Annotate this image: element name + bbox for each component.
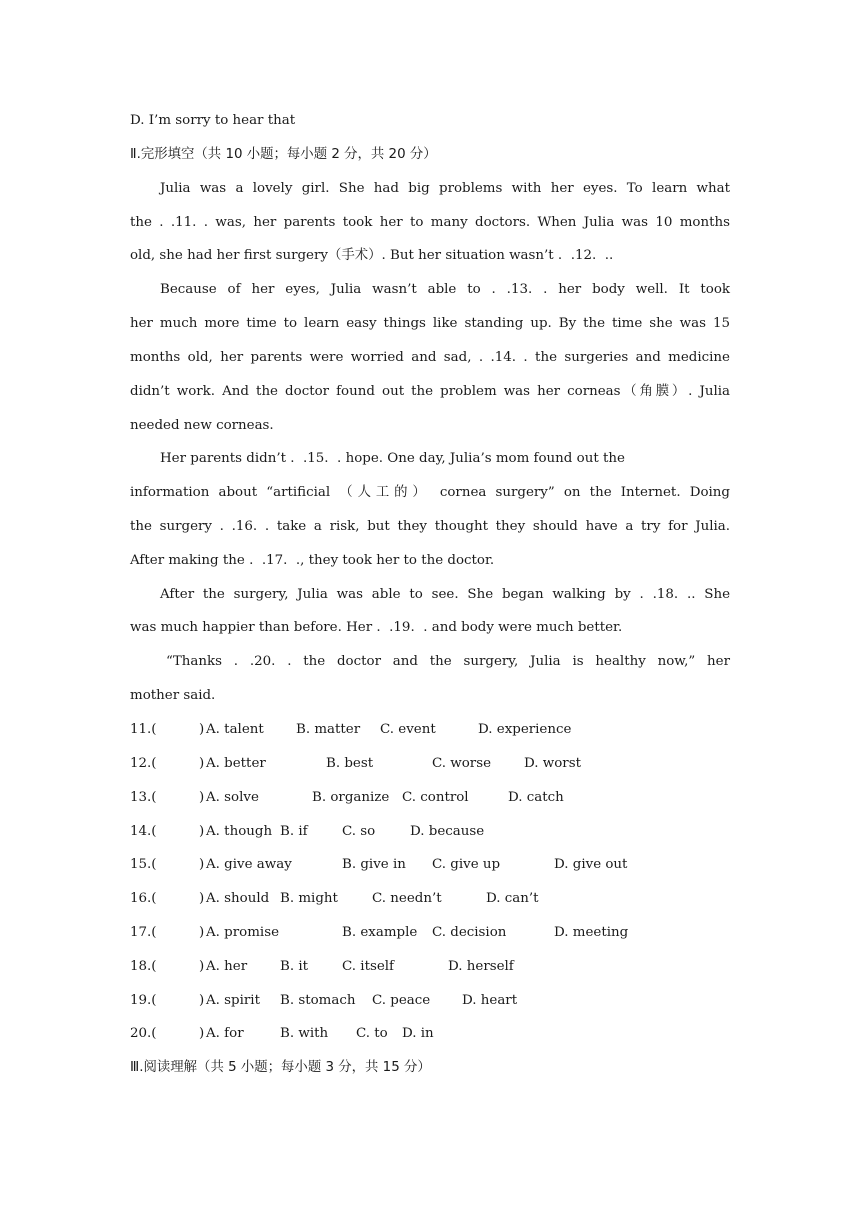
option-a: A. for <box>206 1026 244 1041</box>
question-row <box>130 991 518 1011</box>
option-d: D. catch <box>508 790 564 805</box>
option-d: D. herself <box>448 959 514 974</box>
question-row <box>130 754 581 774</box>
passage-line: information about “artificial （人工的） cornea surgery” on the Internet. Doing <box>130 485 730 500</box>
question-number: 14.( <box>130 824 157 839</box>
passage-line: was much happier than before. Her . .19. . and body were much better. <box>130 620 623 635</box>
answer-blank-close: ) <box>199 993 205 1008</box>
option-b: B. matter <box>296 722 361 737</box>
option-b: B. it <box>280 959 309 974</box>
option-a: A. better <box>206 756 266 771</box>
option-d: D. give out <box>554 857 628 872</box>
section-3-heading: Ⅲ.阅读理解（共 5 小题；每小题 3 分，共 15 分） <box>130 1060 431 1075</box>
option-a: A. should <box>206 891 270 906</box>
passage-line: months old, her parents were worried and sad, . .14. . the surgeries and medicine <box>130 350 730 365</box>
question-row <box>130 957 514 977</box>
answer-blank-close: ) <box>199 756 205 771</box>
question-number: 19.( <box>130 993 157 1008</box>
option-c: C. needn’t <box>372 891 442 906</box>
question-number: 11.( <box>130 722 157 737</box>
question-number: 15.( <box>130 857 157 872</box>
passage-line: mother said. <box>130 688 216 703</box>
passage-line: After making the . .17. ., they took her to the doctor. <box>130 553 495 568</box>
option-a: A. spirit <box>206 993 260 1008</box>
answer-blank-close: ) <box>199 959 205 974</box>
question-row <box>130 889 539 909</box>
question-row <box>130 788 564 808</box>
option-d: D. heart <box>462 993 518 1008</box>
option-b: B. example <box>342 925 418 940</box>
question-row <box>130 822 485 842</box>
answer-blank-close: ) <box>199 891 205 906</box>
section-2-heading: Ⅱ.完形填空（共 10 小题；每小题 2 分，共 20 分） <box>130 147 437 162</box>
option-b: B. with <box>280 1026 329 1041</box>
option-c: C. itself <box>342 959 394 974</box>
option-a: A. promise <box>206 925 279 940</box>
option-c: C. control <box>402 790 469 805</box>
option-d: D. can’t <box>486 891 539 906</box>
question-number: 16.( <box>130 891 157 906</box>
passage-line: the . .11. . was, her parents took her to many doctors. When Julia was 10 months <box>130 215 730 230</box>
question-number: 12.( <box>130 756 157 771</box>
passage-line: “Thanks . .20. . the doctor and the surgery, Julia is healthy now,” her <box>166 654 730 669</box>
option-a: A. her <box>206 959 248 974</box>
question-number: 13.( <box>130 790 157 805</box>
question-row <box>130 1024 434 1044</box>
option-a: A. give away <box>206 857 292 872</box>
answer-blank-close: ) <box>199 925 205 940</box>
passage-line: the surgery . .16. . take a risk, but they thought they should have a try for Julia. <box>130 519 730 534</box>
passage-line: Julia was a lovely girl. She had big problems with her eyes. To learn what <box>160 181 730 196</box>
option-a: A. though <box>206 824 273 839</box>
option-c: C. peace <box>372 993 431 1008</box>
option-c: C. to <box>356 1026 388 1041</box>
passage-line: Because of her eyes, Julia wasn’t able to . .13. . her body well. It took <box>160 282 730 297</box>
answer-blank-close: ) <box>199 1026 205 1041</box>
option-a: A. solve <box>206 790 259 805</box>
passage-line: After the surgery, Julia was able to see. She began walking by . .18. .. She <box>160 587 730 602</box>
answer-blank-close: ) <box>199 857 205 872</box>
option-d: D. in <box>402 1026 434 1041</box>
answer-blank-close: ) <box>199 790 205 805</box>
question-number: 18.( <box>130 959 157 974</box>
option-d: D. experience <box>478 722 572 737</box>
option-b: B. give in <box>342 857 406 872</box>
passage-line: needed new corneas. <box>130 418 274 433</box>
answer-blank-close: ) <box>199 824 205 839</box>
passage-line: old, she had her first surgery（手术）. But her situation wasn’t . .12. .. <box>130 248 614 263</box>
option-c: C. worse <box>432 756 492 771</box>
previous-option-d: D. I’m sorry to hear that <box>130 113 296 128</box>
passage-line: her much more time to learn easy things like standing up. By the time she was 15 <box>130 316 730 331</box>
question-row <box>130 923 629 943</box>
option-b: B. stomach <box>280 993 356 1008</box>
option-b: B. best <box>326 756 374 771</box>
question-row <box>130 855 628 875</box>
option-c: C. give up <box>432 857 501 872</box>
option-b: B. organize <box>312 790 390 805</box>
option-b: B. might <box>280 891 338 906</box>
answer-blank-close: ) <box>199 722 205 737</box>
question-number: 17.( <box>130 925 157 940</box>
option-a: A. talent <box>206 722 264 737</box>
option-b: B. if <box>280 824 308 839</box>
question-row <box>130 720 572 740</box>
option-c: C. so <box>342 824 376 839</box>
option-d: D. meeting <box>554 925 629 940</box>
option-c: C. event <box>380 722 436 737</box>
passage-line: didn’t work. And the doctor found out the problem was her corneas（角膜）. Julia <box>130 384 730 399</box>
option-d: D. worst <box>524 756 581 771</box>
passage-line: Her parents didn’t . .15. . hope. One day, Julia’s mom found out the <box>160 451 625 466</box>
question-number: 20.( <box>130 1026 157 1041</box>
option-d: D. because <box>410 824 485 839</box>
option-c: C. decision <box>432 925 507 940</box>
